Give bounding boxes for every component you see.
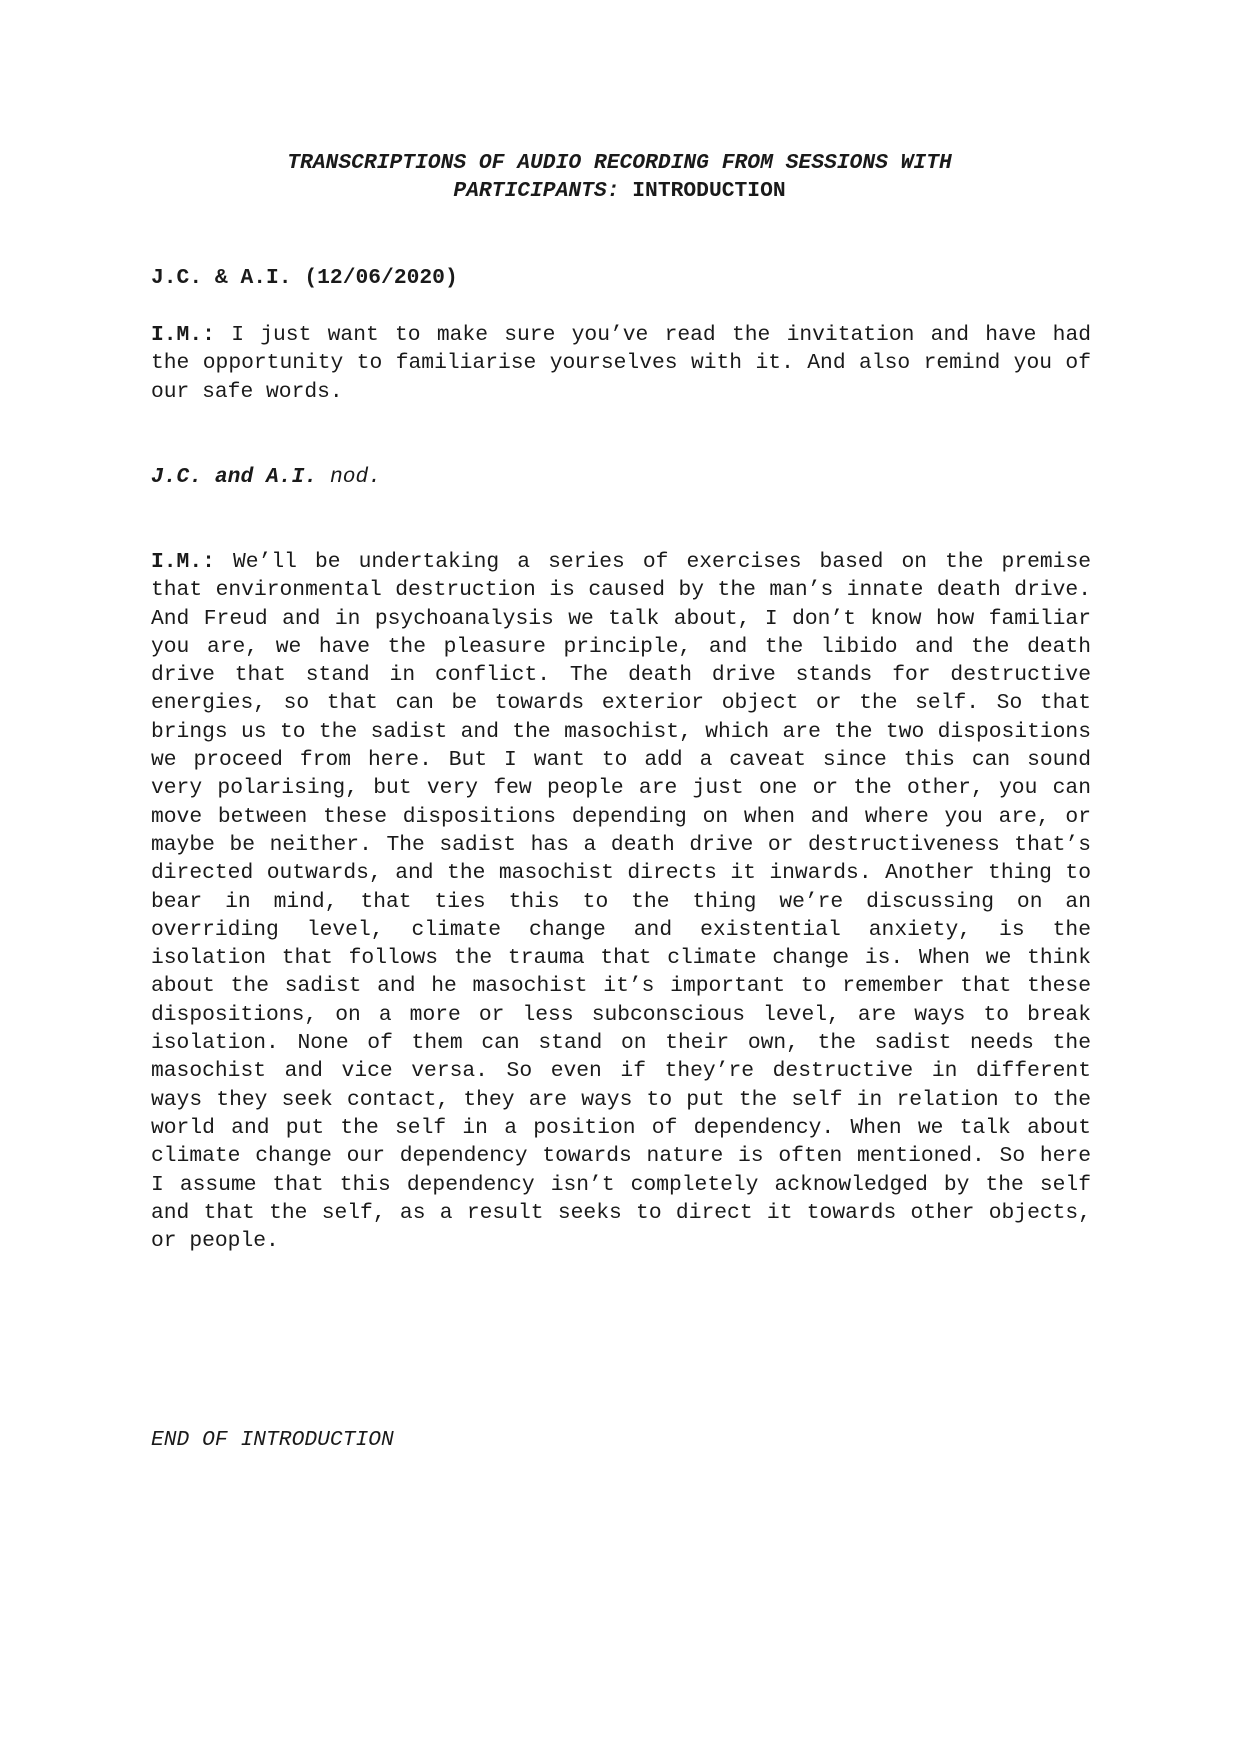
title-text: TRANSCRIPTIONS OF AUDIO RECORDING FROM SESSIONS WITH (287, 151, 952, 175)
exchange-paragraph (151, 321, 1091, 406)
speaker-label: I.M.: (151, 550, 215, 574)
speech-text: We’ll be undertaking a series of exercises based on the premise that environmental destruction is caused by the man’s innate death drive. And Freud and in psychoanalysis we talk about, I don’t know how familiar you are, we have the pleasure principle, and the libido and the death drive that stand in conflict. The death drive stands for destructive energies, so that can be towards exterior object or the self. So that brings us to the sadist and the masochist, which are the two dispositions we proceed from here. But I want to add a caveat since this can sound very polarising, but very few people are just one or the other, you can move between these dispositions depending on when and where you are, or maybe be neither. The sadist has a death drive or destructiveness that’s directed outwards, and the masochist directs it inwards. Another thing to bear in mind, that ties this to the thing we’re discussing on an overriding level, climate change and existential anxiety, is the isolation that follows the trauma that climate change is. When we think about the sadist and he masochist it’s important to remember that these dispositions, on a more or less subconscious level, are ways to break isolation. None of them can stand on their own, the sadist needs the masochist and vice versa. So even if they’re destructive in different ways they seek contact, they are ways to put the self in relation to the world and put the self in a position of dependency. When we talk about climate change our dependency towards nature is often mentioned. So here I assume that this dependency isn’t completely acknowledged by the self and that the self, as a result seeks to direct it towards other objects, or people. (151, 550, 1092, 1254)
exchange-paragraph (151, 548, 1091, 1255)
speech-text: I just want to make sure you’ve read the invitation and have had the opportunity to familiarise yourselves with it. And also remind you of our safe words. (151, 323, 1092, 404)
document-title (140, 149, 1099, 205)
title-introduction: INTRODUCTION (632, 179, 786, 203)
end-note: END OF INTRODUCTION (151, 1428, 394, 1452)
title-line-1 (140, 149, 1099, 177)
title-participants: PARTICIPANTS: (453, 179, 620, 203)
title-line-2 (140, 177, 1099, 205)
speaker-label: I.M.: (151, 323, 215, 347)
session-heading: J.C. & A.I. (12/06/2020) (151, 266, 458, 290)
stage-direction-action: nod. (329, 465, 382, 489)
stage-direction (151, 463, 1091, 491)
stage-direction-names: J.C. and A.I. (151, 465, 318, 489)
